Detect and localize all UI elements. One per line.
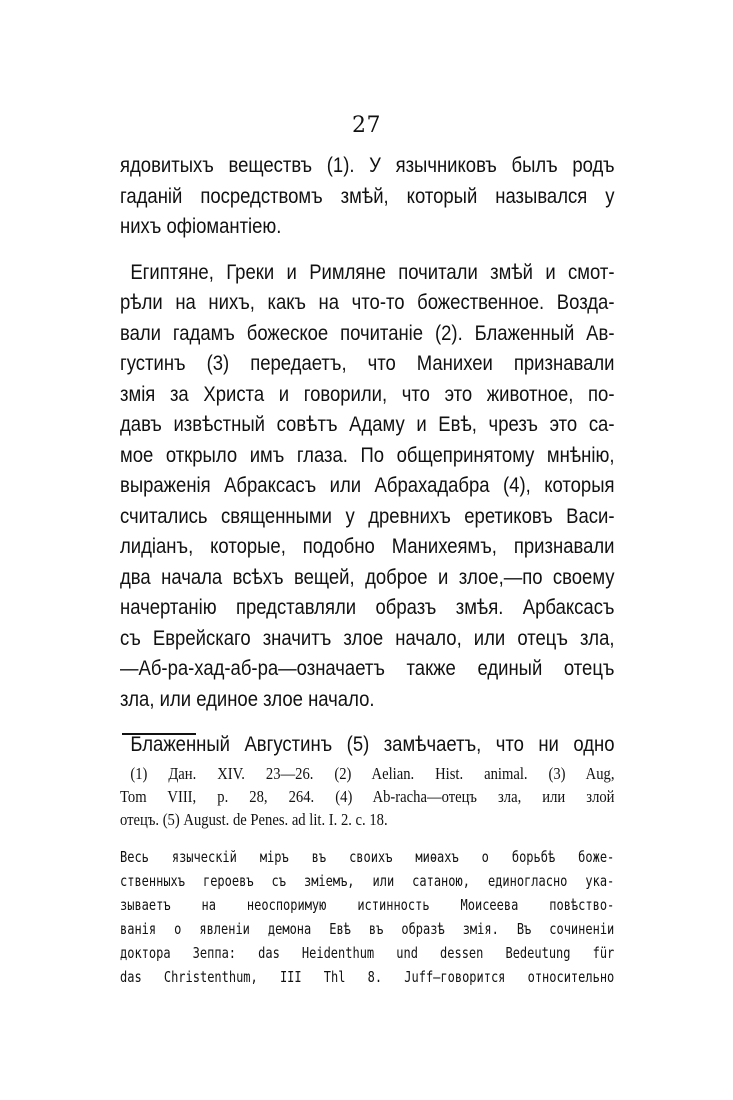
text-line: съ Еврейскаго значитъ злое начало, или отецъ зла, — [120, 625, 615, 650]
text-line: зла, или единое злое начало. — [120, 686, 375, 711]
commentary-line: зываетъ на неоспоримую истинность Моисеева повѣствo- — [120, 896, 615, 914]
commentary-line: доктора Зеппа: das Heidenthum und dessen Bedeutung für — [120, 944, 615, 962]
commentary-line: Весь языческій міръ въ своихъ миѳахъ о борьбѣ боже- — [120, 848, 615, 866]
text-line: нихъ офіомантіею. — [120, 214, 282, 238]
text-line: считались священными у древнихъ еретиковъ Васи- — [120, 503, 615, 528]
footnote-commentary — [120, 845, 614, 989]
text-line: Египтяне, Греки и Римляне почитали змѣй и смот- — [130, 259, 615, 284]
footnote-references — [120, 762, 615, 831]
footnote-gap — [120, 831, 615, 845]
text-line: рѣли на нихъ, какъ на что-то божественное. Возда- — [120, 290, 615, 314]
footnote-line: отецъ. (5) August. de Penes. ad lit. I. 2. c. 18. — [120, 810, 388, 829]
text-line: два начала всѣхъ вещей, доброе и злое,—по своему — [120, 564, 615, 589]
footnote-line: (1) Дан. XIV. 23—26. (2) Aelian. Hist. animal. (3) Aug, — [130, 764, 615, 783]
text-line: ядовитыхъ веществъ (1). У язычниковъ былъ родъ — [120, 153, 615, 177]
text-line: густинъ (3) передаетъ, что Манихеи признавали — [120, 351, 615, 375]
paragraph — [120, 257, 615, 715]
text-line: гаданій посредствомъ змѣй, который назывался у — [120, 183, 615, 208]
main-text — [120, 150, 615, 760]
text-line: —Аб-ра-хад-аб-ра—означаетъ также единый отецъ — [120, 656, 615, 680]
footnote-line: Tom VIII, p. 28, 264. (4) Ab-racha—отецъ зла, или злой — [120, 787, 615, 806]
footnote-separator — [122, 733, 196, 735]
text-line: вали гадамъ божеское почитаніе (2). Блаженный Ав- — [120, 320, 615, 345]
paragraph-gap — [120, 714, 615, 729]
commentary-line: ванія о явленіи демона Евѣ въ образѣ змія. Въ сочиненіи — [120, 920, 615, 938]
text-line: давъ извѣстный совѣтъ Адаму и Евѣ, чрезъ это са- — [120, 412, 615, 436]
text-line: начертанію представляли образъ змѣя. Арбаксасъ — [120, 595, 615, 619]
commentary-line: das Christenthum, III Thl 8. Juff—говорится относительно — [120, 968, 615, 986]
paragraph — [120, 150, 615, 242]
text-line: выраженія Абраксасъ или Абрахадабра (4), которыя — [120, 473, 615, 497]
text-line: лидіанъ, которые, подобно Манихеямъ, признавали — [120, 534, 615, 558]
text-line: Блаженный Августинъ (5) замѣчаетъ, что ни одно — [130, 732, 615, 756]
text-line: мое открыло имъ глаза. По общепринятому мнѣнію, — [120, 442, 615, 467]
commentary-line: ственныхъ героевъ съ зміемъ, или сатаною, единогласно ука- — [120, 872, 615, 890]
footnotes — [120, 762, 615, 989]
text-line: змія за Христа и говорили, что это животное, по- — [120, 381, 615, 406]
page-number: 27 — [352, 113, 381, 138]
paragraph-gap — [120, 242, 615, 257]
